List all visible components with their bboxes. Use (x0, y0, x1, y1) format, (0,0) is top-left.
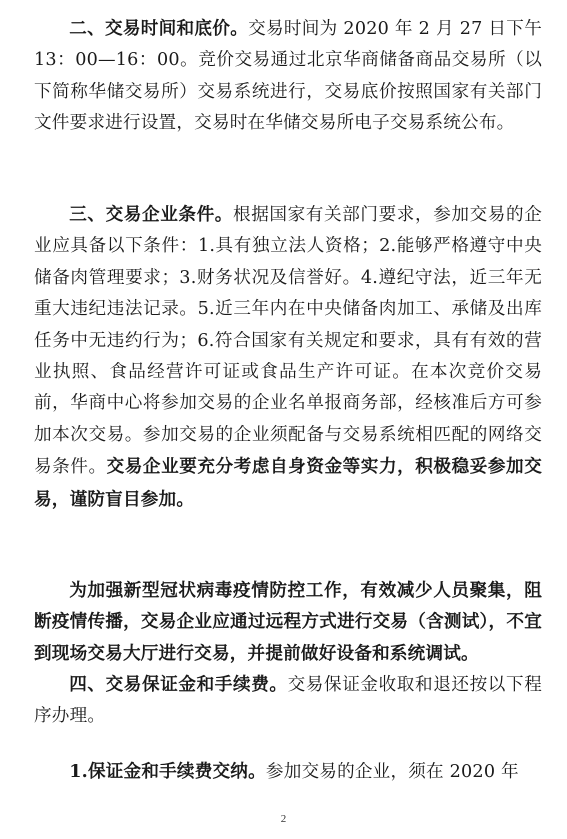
body-deposit-fees: 交易保证金收取和退还按以下程序办理。 (34, 675, 542, 727)
body-trading-time: 交易时间为 2020 年 2 月 27 日下午 13：00—16：00。竞价交易通过北京华商储备商品交易所（以下简称华储交易所）交易系统进行，交易底价按照国家有关部门文件要求进行设置，交易时在华储交易所电子交易系统公布。 (34, 19, 542, 134)
heading-enterprise-conditions: 三、交易企业条件。 (69, 204, 233, 225)
body-epidemic-prevention: 为加强新型冠状病毒疫情防控工作，有效减少人员聚集，阻断疫情传播，交易企业应通过远程方式进行交易（含测试），不宜到现场交易大厅进行交易，并提前做好设备和系统调试。 (34, 580, 542, 664)
body-enterprise-conditions: 根据国家有关部门要求，参加交易的企业应具备以下条件：1.具有独立法人资格；2.能够严格遵守中央储备肉管理要求；3.财务状况及信誉好。4.遵纪守法，近三年无重大违纪违法记录。5.近三年内在中央储备肉加工、承储及出库任务中无违约行为；6.符合国家有关规定和要求，具有有效的营业执照、食品经营许可证或食品生产许可证。在本次竞价交易前，华商中心将参加交易的企业名单报商务部，经核准后方可参加本次交易。参加交易的企业须配备与交易系统相匹配的网络交易条件。 (34, 205, 542, 478)
paragraph-trading-time (34, 13, 542, 140)
emphasis-enterprise-conditions: 交易企业要充分考虑自身资金等实力，积极稳妥参加交易，谨防盲目参加。 (34, 456, 542, 510)
heading-trading-time: 二、交易时间和底价。 (69, 18, 249, 39)
body-deposit-payment: 参加交易的企业，须在 2020 年 (265, 762, 519, 782)
heading-deposit-fees: 四、交易保证金和手续费。 (69, 674, 288, 695)
heading-deposit-payment: 1.保证金和手续费交纳。 (69, 761, 266, 782)
paragraph-deposit-fees (34, 669, 542, 733)
paragraph-deposit-payment (34, 756, 542, 788)
paragraph-epidemic-prevention (34, 575, 542, 669)
page-number: 2 (280, 813, 287, 825)
paragraph-enterprise-conditions (34, 199, 542, 516)
